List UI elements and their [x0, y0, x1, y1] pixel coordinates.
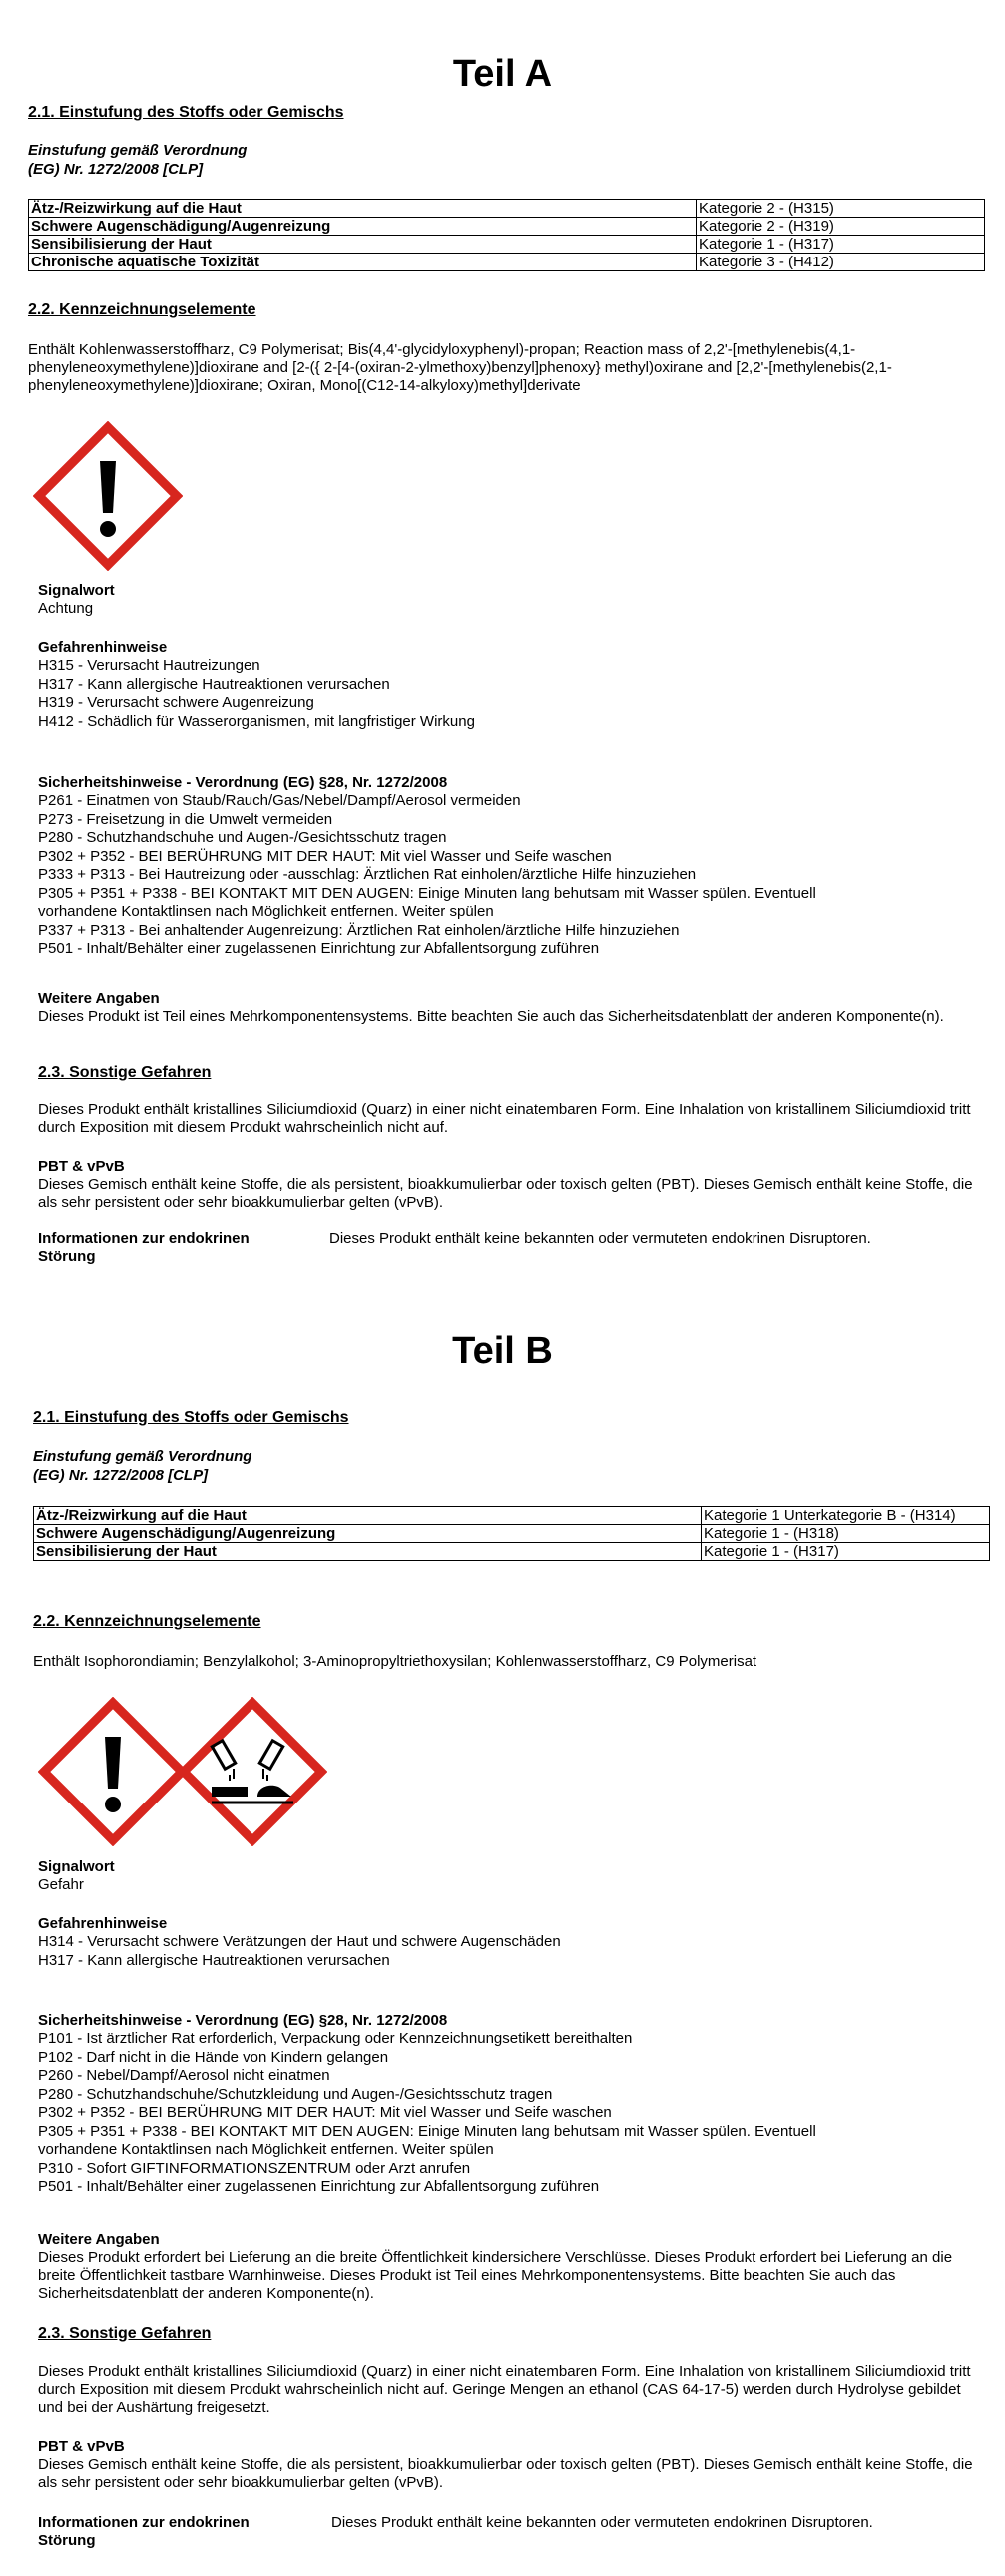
- category-cell: Kategorie 1 - (H317): [697, 236, 985, 254]
- pbt-text: Dieses Gemisch enthält keine Stoffe, die als persistent, bioakkumulierbar oder toxisch gelten (PBT). Dieses Gemisch enthält keine Stoffe, die als sehr persistent oder sehr bioakkumulierbar gelten (vPvB).: [38, 2456, 973, 2491]
- part-b-title: Teil B: [452, 1330, 553, 1372]
- category-cell: Kategorie 2 - (H315): [697, 200, 985, 218]
- pbt-label: PBT & vPvB: [38, 2438, 125, 2455]
- corrosion-pictogram-icon: [178, 1697, 327, 1846]
- section-2-3-heading: 2.3. Sonstige Gefahren: [38, 1064, 212, 1081]
- category-cell: Kategorie 1 Unterkategorie B - (H314): [702, 1507, 990, 1525]
- further-info-label: Weitere Angaben: [38, 2231, 160, 2248]
- list-item: H319 - Verursacht schwere Augenreizung: [38, 694, 314, 711]
- section-2-2-heading: 2.2. Kennzeichnungselemente: [33, 1613, 261, 1630]
- endocrine-label: Informationen zur endokrinen Störung: [38, 1230, 250, 1265]
- section-2-3-heading: 2.3. Sonstige Gefahren: [38, 2325, 212, 2342]
- list-item: H412 - Schädlich für Wasserorganismen, mit langfristiger Wirkung: [38, 712, 475, 730]
- signal-word-label: Signalwort: [38, 582, 115, 599]
- other-hazards-text: Dieses Produkt enthält kristallines Siliciumdioxid (Quarz) in einer nicht einatembaren Form. Eine Inhalation von kristallinem Siliciumdioxid tritt durch Exposition mit diesem Produkt wahrscheinlich nicht auf. Geringe Mengen an ethanol (CAS 64-17-5) werden durch Hydrolyse gebildet und bei der Aushärtung freigesetzt.: [38, 2363, 971, 2416]
- section-2-1-heading: 2.1. Einstufung des Stoffs oder Gemischs: [28, 104, 344, 121]
- classification-cell: Schwere Augenschädigung/Augenreizung: [34, 1525, 702, 1543]
- list-item: P261 - Einatmen von Staub/Rauch/Gas/Nebel/Dampf/Aerosol vermeiden: [38, 792, 521, 809]
- category-cell: Kategorie 1 - (H317): [702, 1543, 990, 1561]
- classification-cell: Chronische aquatische Toxizität: [29, 254, 697, 271]
- list-item: P501 - Inhalt/Behälter einer zugelassenen Einrichtung zur Abfallentsorgung zuführen: [38, 2178, 600, 2195]
- precautionary-statements-list: [38, 2030, 816, 2197]
- list-item: H317 - Kann allergische Hautreaktionen verursachen: [38, 1951, 390, 1969]
- category-cell: Kategorie 1 - (H318): [702, 1525, 990, 1543]
- list-item: P305 + P351 + P338 - BEI KONTAKT MIT DEN AUGEN: Einige Minuten lang behutsam mit Wasser spülen. Eventuell: [38, 884, 816, 902]
- precautionary-statements-list: [38, 792, 816, 959]
- table-row: [29, 218, 985, 236]
- list-item: P102 - Darf nicht in die Hände von Kindern gelangen: [38, 2048, 389, 2066]
- table-row: [34, 1507, 990, 1525]
- signal-word: Achtung: [38, 600, 94, 617]
- classification-cell: Schwere Augenschädigung/Augenreizung: [29, 218, 697, 236]
- hazard-statements-list: [38, 1933, 561, 1970]
- section-2-1-heading: 2.1. Einstufung des Stoffs oder Gemischs: [33, 1409, 349, 1426]
- contains-statement: Enthält Isophorondiamin; Benzylalkohol; 3-Aminopropyltriethoxysilan; Kohlenwasserstoffharz, C9 Polymerisat: [33, 1653, 757, 1670]
- hazard-statements-label: Gefahrenhinweise: [38, 1915, 168, 1932]
- list-item: vorhandene Kontaktlinsen nach Möglichkeit entfernen. Weiter spülen: [38, 2141, 494, 2158]
- list-item: P305 + P351 + P338 - BEI KONTAKT MIT DEN AUGEN: Einige Minuten lang behutsam mit Wasser spülen. Eventuell: [38, 2122, 816, 2140]
- regulation-line-1: Einstufung gemäß Verordnung: [33, 1448, 252, 1465]
- list-item: H315 - Verursacht Hautreizungen: [38, 657, 260, 674]
- classification-table: [33, 1506, 990, 1561]
- classification-cell: Ätz-/Reizwirkung auf die Haut: [29, 200, 697, 218]
- list-item: P101 - Ist ärztlicher Rat erforderlich, Verpackung oder Kennzeichnungsetikett bereithalten: [38, 2030, 633, 2047]
- contains-statement: Enthält Kohlenwasserstoffharz, C9 Polymerisat; Bis(4,4'-glycidyloxyphenyl)-propan; Reaction mass of 2,2'-[methylenebis(4,1-phenyleneoxymethylene)]dioxirane and [2-({ 2-[4-(oxiran-2-ylmethoxy)benzyl]phenoxy} methyl)oxirane and [2,2'-[methylenebis(2,1-phenyleneoxymethylene)]dioxirane; Oxiran, Mono[(C12-14-alkyloxy)methyl]derivate: [28, 341, 892, 394]
- hazard-statements-list: [38, 657, 475, 731]
- regulation-line-2: (EG) Nr. 1272/2008 [CLP]: [28, 161, 204, 178]
- endocrine-label: Informationen zur endokrinen Störung: [38, 2514, 250, 2549]
- classification-cell: Sensibilisierung der Haut: [29, 236, 697, 254]
- other-hazards-text: Dieses Produkt enthält kristallines Siliciumdioxid (Quarz) in einer nicht einatembaren Form. Eine Inhalation von kristallinem Siliciumdioxid tritt durch Exposition mit diesem Produkt wahrscheinlich nicht auf.: [38, 1101, 971, 1136]
- hazard-statements-label: Gefahrenhinweise: [38, 639, 168, 656]
- table-row: [29, 236, 985, 254]
- list-item: vorhandene Kontaktlinsen nach Möglichkeit entfernen. Weiter spülen: [38, 903, 494, 920]
- list-item: P302 + P352 - BEI BERÜHRUNG MIT DER HAUT: Mit viel Wasser und Seife waschen: [38, 2104, 612, 2121]
- list-item: P501 - Inhalt/Behälter einer zugelassenen Einrichtung zur Abfallentsorgung zuführen: [38, 940, 600, 957]
- table-row: [29, 200, 985, 218]
- list-item: P280 - Schutzhandschuhe und Augen-/Gesichtsschutz tragen: [38, 829, 447, 846]
- further-info-text: Dieses Produkt ist Teil eines Mehrkomponentensystems. Bitte beachten Sie auch das Sicherheitsdatenblatt der anderen Komponente(n).: [38, 1008, 944, 1025]
- category-cell: Kategorie 3 - (H412): [697, 254, 985, 271]
- further-info-text: Dieses Produkt erfordert bei Lieferung an die breite Öffentlichkeit kindersichere Verschlüsse. Dieses Produkt erfordert bei Lieferung an die breite Öffentlichkeit tastbare Warnhinweise. Dieses Produkt ist Teil eines Mehrkomponentensystems. Bitte beachten Sie auch das Sicherheitsdatenblatt der anderen Komponente(n).: [38, 2249, 953, 2302]
- regulation-line-1: Einstufung gemäß Verordnung: [28, 142, 248, 159]
- endocrine-text: Dieses Produkt enthält keine bekannten oder vermuteten endokrinen Disruptoren.: [329, 1230, 871, 1247]
- list-item: P302 + P352 - BEI BERÜHRUNG MIT DER HAUT: Mit viel Wasser und Seife waschen: [38, 847, 612, 865]
- table-row: [34, 1543, 990, 1561]
- list-item: P333 + P313 - Bei Hautreizung oder -ausschlag: Ärztlichen Rat einholen/ärztliche Hilfe hinzuziehen: [38, 866, 697, 883]
- exclamation-mark-pictogram-icon: [38, 1697, 188, 1846]
- list-item: P337 + P313 - Bei anhaltender Augenreizung: Ärztlichen Rat einholen/ärztliche Hilfe hinzuziehen: [38, 921, 680, 939]
- list-item: P260 - Nebel/Dampf/Aerosol nicht einatmen: [38, 2067, 330, 2084]
- classification-table: [28, 199, 985, 271]
- table-row: [29, 254, 985, 271]
- signal-word: Gefahr: [38, 1876, 84, 1893]
- precautionary-statements-label: Sicherheitshinweise - Verordnung (EG) §28, Nr. 1272/2008: [38, 774, 448, 791]
- endocrine-text: Dieses Produkt enthält keine bekannten oder vermuteten endokrinen Disruptoren.: [331, 2514, 873, 2531]
- category-cell: Kategorie 2 - (H319): [697, 218, 985, 236]
- pbt-label: PBT & vPvB: [38, 1158, 125, 1175]
- classification-cell: Sensibilisierung der Haut: [34, 1543, 702, 1561]
- signal-word-label: Signalwort: [38, 1858, 115, 1875]
- classification-cell: Ätz-/Reizwirkung auf die Haut: [34, 1507, 702, 1525]
- list-item: P273 - Freisetzung in die Umwelt vermeiden: [38, 810, 333, 828]
- list-item: P280 - Schutzhandschuhe/Schutzkleidung und Augen-/Gesichtsschutz tragen: [38, 2085, 553, 2103]
- regulation-line-2: (EG) Nr. 1272/2008 [CLP]: [33, 1467, 209, 1484]
- part-a-title: Teil A: [452, 53, 553, 95]
- list-item: P310 - Sofort GIFTINFORMATIONSZENTRUM oder Arzt anrufen: [38, 2159, 471, 2177]
- precautionary-statements-label: Sicherheitshinweise - Verordnung (EG) §28, Nr. 1272/2008: [38, 2012, 448, 2029]
- table-row: [34, 1525, 990, 1543]
- pbt-text: Dieses Gemisch enthält keine Stoffe, die als persistent, bioakkumulierbar oder toxisch gelten (PBT). Dieses Gemisch enthält keine Stoffe, die als sehr persistent oder sehr bioakkumulierbar gelten (vPvB).: [38, 1176, 973, 1211]
- section-2-2-heading: 2.2. Kennzeichnungselemente: [28, 301, 256, 318]
- exclamation-mark-pictogram-icon: [33, 421, 183, 571]
- further-info-label: Weitere Angaben: [38, 990, 160, 1007]
- list-item: H317 - Kann allergische Hautreaktionen verursachen: [38, 675, 390, 693]
- list-item: H314 - Verursacht schwere Verätzungen der Haut und schwere Augenschäden: [38, 1933, 561, 1950]
